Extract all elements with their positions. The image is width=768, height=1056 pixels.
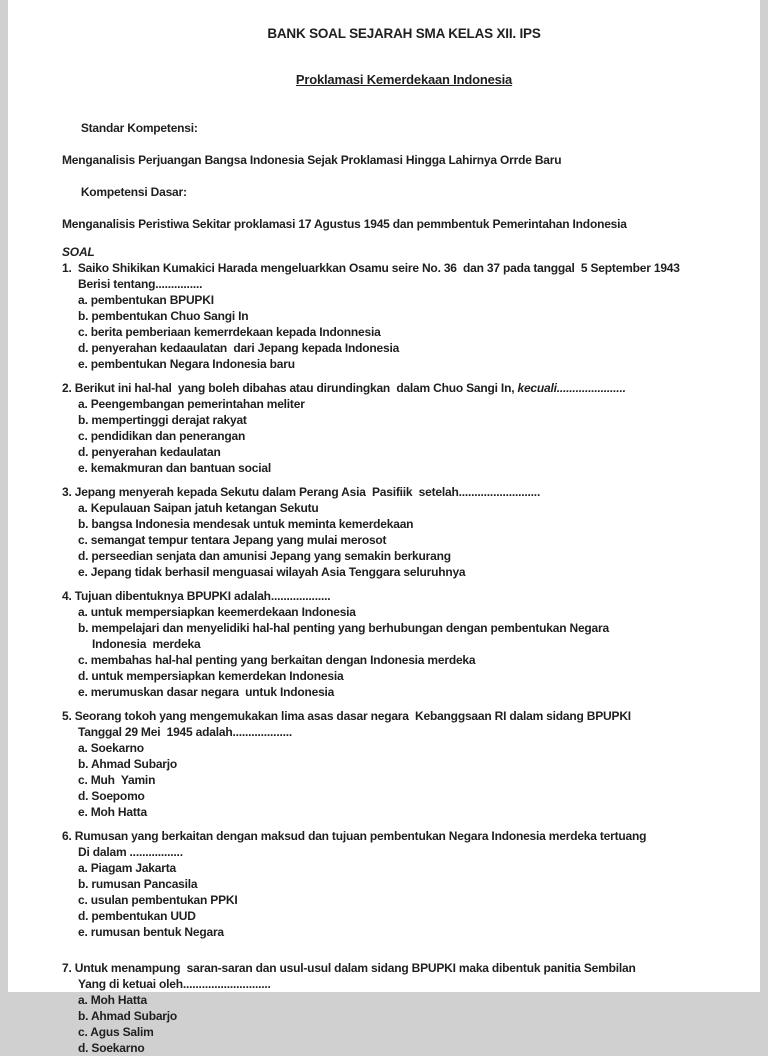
answer-option: c. pendidikan dan penerangan (78, 429, 246, 443)
stem-text: 1. Saiko Shikikan Kumakici Harada mengeluarkkan Osamu seire No. 36 dan 37 pada tanggal 5 September 1943 (62, 261, 680, 275)
answer-option: c. Muh Yamin (78, 773, 156, 787)
answer-option: c. membahas hal-hal penting yang berkaitan dengan Indonesia merdeka (78, 653, 476, 667)
answer-option: e. Jepang tidak berhasil menguasai wilayah Asia Tenggara seluruhnya (78, 565, 466, 579)
stem-text: Yang di ketuai oleh............................ (78, 977, 271, 991)
question-stem-line (62, 588, 746, 604)
stem-text: 2. Berikut ini hal-hal yang boleh dibahas atau dirundingkan dalam Chuo Sangi In, (62, 381, 518, 395)
standar-kompetensi-text: Menganalisis Perjuangan Bangsa Indonesia Sejak Proklamasi Hingga Lahirnya Orrde Baru (62, 153, 562, 167)
answer-option: d. penyerahan kedaulatan (78, 445, 221, 459)
answer-option: c. berita pemberiaan kemerrdekaan kepada Indonnesia (78, 325, 381, 339)
question-stem-line (62, 380, 746, 396)
question (62, 588, 746, 700)
doc-subtitle: Proklamasi Kemerdekaan Indonesia (295, 72, 513, 87)
answer-option: e. pembentukan Negara Indonesia baru (78, 357, 295, 371)
answer-option: b. Ahmad Subarjo (78, 1009, 178, 1023)
answer-option: a. Soekarno (78, 741, 144, 755)
question-stem-line (62, 724, 746, 740)
question-stem-line (62, 828, 746, 844)
answer-option: d. Soepomo (78, 789, 145, 803)
stem-text: 5. Seorang tokoh yang mengemukakan lima asas dasar negara Kebanggsaan RI dalam sidang BPUPKI (62, 709, 631, 723)
question-stem-line (62, 708, 746, 724)
answer-option: e. merumuskan dasar negara untuk Indonesia (78, 685, 335, 699)
stem-text: Di dalam ................. (78, 845, 183, 859)
answer-option: a. Moh Hatta (78, 993, 147, 1007)
question-stem-line (62, 260, 746, 276)
question-stem-line (62, 960, 746, 976)
kompetensi-dasar-text: Menganalisis Peristiwa Sekitar proklamasi 17 Agustus 1945 dan pemmbentuk Pemerintahan Indonesia (62, 217, 627, 231)
answer-option: c. semangat tempur tentara Jepang yang mulai merosot (78, 533, 387, 547)
answer-option: a. Piagam Jakarta (78, 861, 176, 875)
answer-option: c. Agus Salim (78, 1025, 154, 1039)
soal-heading: SOAL (62, 245, 95, 259)
standar-kompetensi-label: Standar Kompetensi: (80, 121, 198, 135)
answer-option: e. Moh Hatta (78, 805, 147, 819)
question (62, 828, 746, 940)
answer-option: a. Kepulauan Saipan jatuh ketangan Sekutu (78, 501, 319, 515)
kompetensi-section (62, 104, 746, 232)
doc-title: BANK SOAL SEJARAH SMA KELAS XII. IPS (267, 26, 541, 41)
question-stem-line (62, 844, 746, 860)
stem-text: 4. Tujuan dibentuknya BPUPKI adalah................... (62, 589, 331, 603)
answer-option: b. pembentukan Chuo Sangi In (78, 309, 249, 323)
question (62, 708, 746, 820)
question-stem-line (62, 976, 746, 992)
stem-text: Berisi tentang............... (78, 277, 203, 291)
document-page (8, 0, 760, 1055)
question-stem-line (62, 484, 746, 500)
answer-option: d. pembentukan UUD (78, 909, 196, 923)
answer-option: b. Ahmad Subarjo (78, 757, 178, 771)
question (62, 960, 746, 1056)
answer-option: b. mempertinggi derajat rakyat (78, 413, 247, 427)
question (62, 380, 746, 476)
question (62, 484, 746, 580)
answer-option: b. bangsa Indonesia mendesak untuk meminta kemerdekaan (78, 517, 414, 531)
answer-option: a. pembentukan BPUPKI (78, 293, 214, 307)
answer-option: d. perseedian senjata dan amunisi Jepang yang semakin berkurang (78, 549, 451, 563)
answer-option-continuation: Indonesia merdeka (92, 637, 201, 651)
answer-option: d. penyerahan kedaaulatan dari Jepang kepada Indonesia (78, 341, 400, 355)
questions (62, 260, 746, 1056)
stem-text: 6. Rumusan yang berkaitan dengan maksud dan tujuan pembentukan Negara Indonesia merdeka tertuang (62, 829, 647, 843)
answer-option: b. rumusan Pancasila (78, 877, 198, 891)
stem-italic-text: kecuali...................... (517, 381, 626, 395)
answer-option: e. rumusan bentuk Negara (78, 925, 224, 939)
question-stem-line (62, 276, 746, 292)
answer-option: a. untuk mempersiapkan keemerdekaan Indonesia (78, 605, 356, 619)
question (62, 260, 746, 372)
stem-text: 3. Jepang menyerah kepada Sekutu dalam Perang Asia Pasifiik setelah.......................... (62, 485, 541, 499)
answer-option: d. Soekarno (78, 1041, 145, 1055)
answer-option: b. mempelajari dan menyelidiki hal-hal penting yang berhubungan dengan pembentukan Negara (78, 621, 609, 635)
answer-option: c. usulan pembentukan PPKI (78, 893, 238, 907)
answer-option: d. untuk mempersiapkan kemerdekan Indonesia (78, 669, 344, 683)
answer-option: e. kemakmuran dan bantuan social (78, 461, 272, 475)
answer-option: a. Peengembangan pemerintahan meliter (78, 397, 305, 411)
stem-text: Tanggal 29 Mei 1945 adalah................... (78, 725, 292, 739)
kompetensi-dasar-label: Kompetensi Dasar: (80, 185, 187, 199)
stem-text: 7. Untuk menampung saran-saran dan usul-usul dalam sidang BPUPKI maka dibentuk panitia Sembilan (62, 961, 636, 975)
